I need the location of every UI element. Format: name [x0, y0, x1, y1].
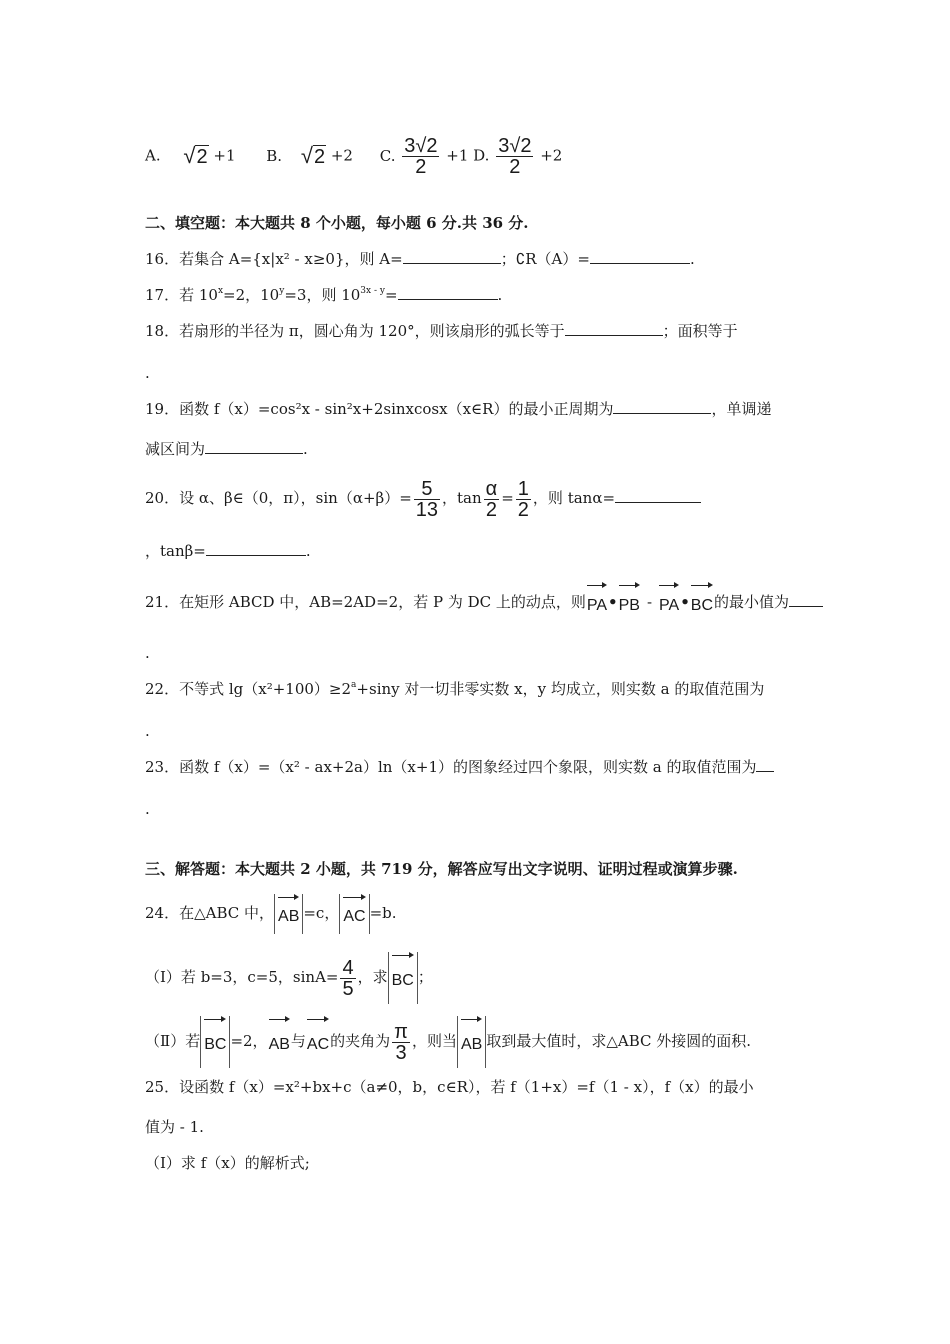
question-19 [145, 398, 771, 420]
q18-mid: ；面积等于 [662, 322, 738, 340]
option-b-tail: +2 [330, 146, 353, 165]
q20-m3: ，则 tanα= [532, 489, 616, 507]
q20-frac-2: $\frac{\alpha}{2}$ [485, 477, 498, 521]
q17-sup-y: y [279, 286, 285, 296]
q22-text: 22．不等式 lg（x²+100）≥2 [145, 680, 352, 698]
q20-m2: = [501, 489, 514, 507]
q20-frac-3: $\frac{1}{2}$ [517, 477, 529, 521]
question-22 [145, 678, 764, 700]
option-d-fraction: $\frac{3√2}{2}$ [498, 135, 532, 178]
q24-p2-m3: 的夹角为 [330, 1032, 391, 1050]
q17-sup-exp: 3x - y [360, 286, 385, 296]
q21-vec-pb: PB [619, 582, 640, 624]
q24-m2: =b. [369, 904, 397, 922]
q16-text: 16．若集合 A={x|x² - x≥0}，则 A= [145, 250, 403, 268]
question-17 [145, 284, 502, 306]
q24-abs-ab: AB [274, 894, 303, 934]
q21-vec-pa-2: PA [659, 582, 679, 624]
question-25-line2: 值为 - 1. [145, 1118, 204, 1136]
q18-blank-1[interactable] [565, 321, 663, 336]
q19-blank-1[interactable] [613, 399, 711, 414]
q24-p2-m2: 与 [290, 1032, 306, 1050]
q20-m1: ，tan [442, 489, 482, 507]
option-d-tail: +2 [540, 146, 563, 165]
q20-pre: 20．设 α、β∈（0，π），sin（α+β）= [145, 489, 412, 507]
q17-blank[interactable] [398, 285, 498, 300]
q17-end: . [497, 286, 503, 304]
question-25-part-1: （Ⅰ）求 f（x）的解析式; [145, 1154, 310, 1172]
option-b-sqrt: √2 [300, 143, 326, 168]
q24-p1-pre: （Ⅰ）若 b=3，c=5，sinA= [145, 968, 339, 986]
q24-p2-m1: =2， [230, 1032, 268, 1050]
question-23 [145, 756, 774, 778]
q18-text: 18．若扇形的半径为 π，圆心角为 120°，则该扇形的弧长等于 [145, 322, 565, 340]
q24-p1-abs-bc: BC [388, 952, 418, 1004]
q24-m1: =c， [303, 904, 340, 922]
q17-m3: = [384, 286, 398, 304]
q24-p2-end: 取到最大值时，求△ABC 外接圆的面积. [486, 1032, 752, 1050]
option-a-tail: +1 [213, 146, 236, 165]
q20-frac-1: $\frac{5}{13}$ [415, 477, 439, 521]
question-25-line1: 25．设函数 f（x）=x²+bx+c（a≠0，b，c∈R），若 f（1+x）=f（1 - x），f（x）的最小 [145, 1078, 754, 1096]
q21-pre: 21．在矩形 ABCD 中，AB=2AD=2，若 P 为 DC 上的动点，则 [145, 593, 586, 611]
question-16 [145, 248, 695, 270]
q24-p2-pre: （Ⅱ）若 [145, 1032, 201, 1050]
q23-end: . [145, 800, 150, 818]
q24-p2-vec-ac: AC [307, 1016, 329, 1068]
q17-m2: =3，则 10 [284, 286, 361, 304]
q19-mid: ，单调递 [711, 400, 772, 418]
q21-minus: - [646, 593, 653, 611]
q16-blank-2[interactable] [590, 249, 690, 264]
question-24 [145, 894, 397, 934]
answer-options [145, 136, 562, 177]
q17-m1: =2，10 [223, 286, 280, 304]
q20-end: . [305, 542, 311, 560]
q19-text: 19．函数 f（x）=cos²x - sin²x+2sinxcosx（x∈R）的最小正周期为 [145, 400, 614, 418]
q24-p2-vec-ab: AB [269, 1016, 290, 1068]
q23-blank[interactable] [756, 757, 774, 772]
q21-blank[interactable] [789, 592, 823, 607]
option-a-label: A. [145, 146, 161, 165]
q22-post: +siny 对一切非零实数 x，y 均成立，则实数 a 的取值范围为 [356, 680, 765, 698]
question-18 [145, 320, 738, 342]
q22-sup-a: a [351, 680, 357, 690]
q24-p2-abs-ab: AB [457, 1016, 486, 1068]
option-c-fraction: $\frac{3√2}{2}$ [404, 135, 438, 178]
q19-line2: 减区间为 [145, 440, 206, 458]
q24-p2-abs-bc: BC [200, 1016, 230, 1068]
option-b-label: B. [266, 146, 283, 165]
q21-vec-bc: BC [691, 582, 713, 624]
section-3-heading: 三、解答题：本大题共 2 小题，共 719 分，解答应写出文字说明、证明过程或演算步骤. [145, 860, 738, 878]
q24-p1-mid: ，求 [357, 968, 388, 986]
q21-post: 的最小值为 [714, 593, 790, 611]
question-19-line2 [145, 438, 308, 460]
q17-pre: 17．若 10 [145, 286, 218, 304]
question-20-line2 [145, 540, 311, 562]
q24-p2-frac: $\frac{\pi}{3}$ [394, 1020, 408, 1064]
q24-p1-frac: $\frac{4}{5}$ [342, 956, 354, 1000]
q16-end: . [689, 250, 695, 268]
q24-p1-end: ； [417, 968, 433, 986]
question-20 [145, 476, 701, 520]
q21-vec-pa: PA [587, 582, 607, 624]
q18-end: . [145, 364, 150, 382]
q24-pre: 24．在△ABC 中， [145, 904, 275, 922]
q23-text: 23．函数 f（x）=（x² - ax+2a）ln（x+1）的图象经过四个象限，则实数 a 的取值范围为 [145, 758, 757, 776]
option-a-sqrt: √2 [183, 143, 208, 168]
q16-mid: ；∁R（A）= [500, 250, 590, 268]
q20-blank-1[interactable] [615, 488, 701, 503]
option-c-label: C. [379, 146, 396, 165]
q17-sup-x: x [217, 286, 224, 296]
q16-blank-1[interactable] [403, 249, 501, 264]
question-24-part-1 [145, 952, 433, 1004]
option-c-tail: +1 [446, 146, 469, 165]
question-21: 21．在矩形 ABCD 中，AB=2AD=2，若 P 为 DC 上的动点，则 PA • PB - PA • BC 的最小值为 [145, 582, 823, 624]
q20-line2: ，tanβ= [145, 542, 206, 560]
q22-end: . [145, 722, 150, 740]
q19-blank-2[interactable] [205, 439, 303, 454]
q24-p2-m4: ，则当 [411, 1032, 457, 1050]
q21-end: . [145, 644, 150, 662]
q24-abs-ac: AC [339, 894, 369, 934]
section-2-heading: 二、填空题：本大题共 8 个小题，每小题 6 分.共 36 分. [145, 214, 529, 232]
option-d-label: D. [473, 146, 490, 165]
question-24-part-2 [145, 1016, 751, 1068]
q19-end: . [303, 440, 308, 458]
q20-blank-2[interactable] [206, 541, 306, 556]
